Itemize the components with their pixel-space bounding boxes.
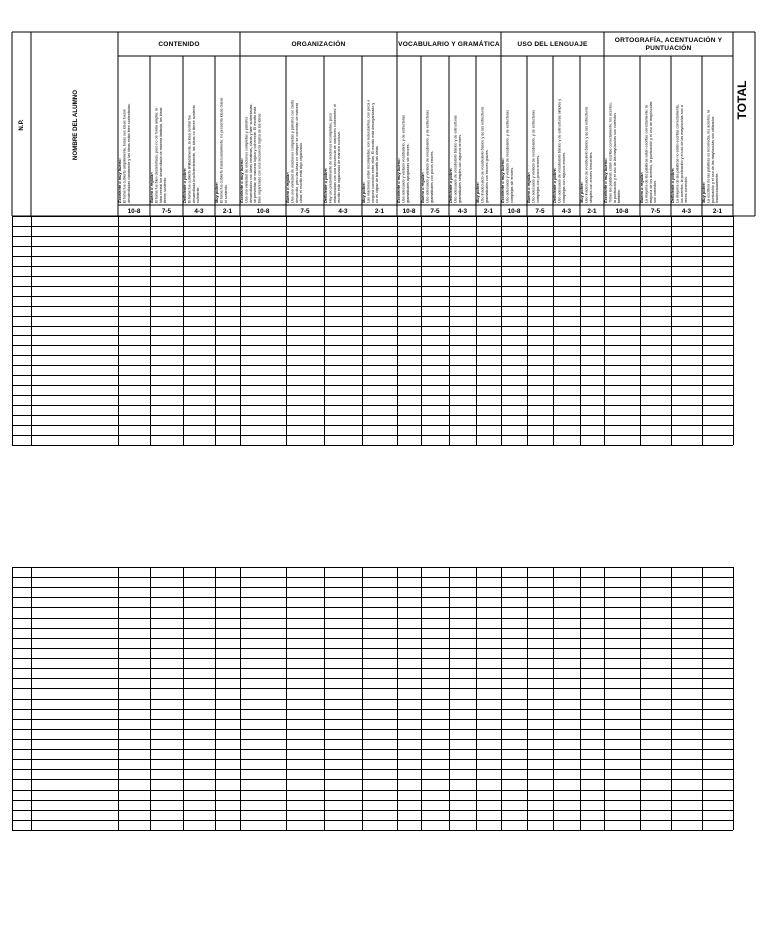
descriptor-text: El tema fue cubierto ampliamente, todas sus ideas fuerondesarrolladas claramente y las ideas están bien sustentadas. [122,103,131,203]
level-label: Bueno o regular: [285,171,290,203]
descriptor-cell [396,115,410,203]
score-range: 4-3 [338,208,348,215]
descriptor-text: Usa adecuado y variado vocabulario, y de estructurasgramaticales apropiadas sin errores. [401,115,410,203]
level-label: Deficiente o pobre: [670,167,675,203]
descriptor-cell [420,110,434,203]
descriptor-text: El tema fue cubierto inadecuadamente, no presenta ideas clarasni sustento. [219,97,228,203]
score-range: 7-5 [300,208,310,215]
descriptor-text: Uso inadecuado de vocabulario básico y de las estructurasgramaticales con errores graves. [480,106,489,203]
score-range: 4-3 [561,208,572,215]
rubric-header-text [18,35,749,215]
descriptor-cell [214,97,228,203]
descriptor-cell [552,99,566,203]
level-label: Muy pobre: [701,182,706,203]
score-range: 4-3 [681,208,692,215]
score-range: 10-8 [256,208,270,215]
level-label: Deficiente o pobre: [182,167,187,203]
descriptor-text: Todas las palabras están escritas correctamente; los acentos,la puntuación y el uso de las mayúsculas son correctostambién. [608,102,622,203]
criterion-title: VOCABULARIO Y GRAMÁTICA [398,41,500,48]
descriptor-cell [603,102,621,203]
descriptor-text: Uso adecuado y variado de vocabulario, y de estructurascomplejas sin errores. [505,109,514,203]
level-label: Deficiente o pobre: [323,167,328,203]
descriptor-cell [361,100,379,203]
descriptor-text: Uso adecuado de vocabulario básico y de estructuras simples ycomplejas con algunos errores. [557,98,566,203]
level-label: Bueno o regular: [420,171,425,203]
descriptor-cell [239,104,262,203]
score-range: 2-1 [587,208,597,215]
descriptor-cell [323,104,341,203]
level-label: Muy pobre: [214,182,219,203]
descriptor-text: La mayoría de las palabras están escritas correctamente; lamayoría de los acentos, la puntuación y el uso de mayúsculasson correctos. [644,101,658,203]
score-range: 7-5 [650,208,661,215]
level-label: Bueno o regular: [639,171,644,203]
level-label: Muy pobre: [475,182,480,203]
descriptor-text: El tema fue cubierto limitadamente, la idea central fuedesarrollada insuficientemente, las ideas no tienen sustentosuficiente. [187,105,201,203]
descriptor-text: Uso adecuado de vocabulario básico y de estructurasgramaticales simples con algunos errores. [453,115,462,203]
descriptor-text: Uso adecuado y variado de vocabulario, y de estructurascomplejas con pocos errores. [531,109,540,203]
score-range: 2-1 [222,208,233,215]
descriptor-text: Usa una variedad de oraciones completas y párrafosdesarrollados con ideas creativas, claras y bien sustentadas;se presentan de manera lógica y coherente. El escrito estábien organizado con una secuencia lógica de las ideas. [244,103,262,203]
score-range: 4-3 [194,208,204,215]
descriptor-text: La escritura de las palabras es incorrecta, los acentos, lapuntuación y el uso de las mayúsculas son utilizadosinadecuadamente. [706,109,720,203]
score-range: 10-8 [615,208,629,215]
descriptor-text: El tema fue bien desarrollado, pero no de forma amplia; laidea central fue desarrollada de manera limitada, las ideastienen sustento. [154,107,168,203]
descriptor-cell [149,107,167,203]
level-label: Muy pobre: [579,182,584,203]
score-range: 2-1 [712,208,723,215]
criterion-title: ORGANIZACIÓN [291,41,346,48]
score-range: 7-5 [430,208,440,215]
score-range: 4-3 [457,208,468,215]
score-range: 10-8 [402,208,416,215]
descriptor-text: Uso inadecuado de vocabulario básico y de las estructurassimples con errores frecuentes. [584,106,593,203]
level-label: Bueno o regular: [526,171,531,203]
score-range: 7-5 [161,208,172,215]
level-label: Excelente o muy bueno: [500,158,505,203]
criterion-title: USO DEL LENGUAJE [517,41,588,48]
descriptor-text: Uso adecuado y variado de vocabulario, y de estructurasgramaticales con pocos errores. [425,109,434,203]
descriptor-cell [500,110,514,203]
level-label: Deficiente o pobre: [552,167,557,203]
score-range: 2-1 [483,208,494,215]
descriptor-cell [285,100,303,203]
student-grid-top [12,216,734,446]
score-range: 7-5 [535,208,545,215]
descriptor-cell [670,104,688,203]
level-label: Excelente o muy bueno: [117,158,122,203]
level-label: Bueno o regular: [149,171,154,203]
level-label: Muy pobre: [361,182,366,203]
descriptor-cell [448,115,462,203]
criterion-title: CONTENIDO [158,41,200,48]
student-name-label: NOMBRE DEL ALUMNO [72,89,79,161]
descriptor-text: Usa una variedad de oraciones completas y párrafos con ciertodesarrollo, pero las ideas no siempre se conectan de maneraclara; el escrito está algo organizado. [290,99,304,203]
descriptor-cell [117,103,131,203]
level-label: Excelente o muy bueno: [396,158,401,203]
descriptor-text: Hay uso predominante de oraciones incompletas, pocorelacionadas con una secuencia de oraciones coherentes; elescrito está organizado de manera confusa. [328,103,342,203]
descriptor-cell [182,105,200,203]
level-label: Excelente o muy bueno: [603,158,608,203]
descriptor-text: Las oraciones están incompletas, son redundantes, con poca oninguna conexión entre ellas. El escrito está desorganizado yno es capaz de transmitir las ideas. [366,99,380,203]
descriptor-cell [639,101,657,203]
descriptor-cell [579,107,593,203]
descriptor-cell [701,109,719,203]
level-label: Excelente o muy bueno: [239,158,244,203]
np-label: N.P. [18,119,25,131]
descriptor-cell [475,107,489,203]
criterion-title: ORTOGRAFÍA, ACENTUACIÓN Y PUNTUACIÓN [614,37,723,52]
score-range: 10-8 [127,208,141,215]
total-label: TOTAL [735,80,749,120]
score-range: 2-1 [374,208,385,215]
score-range: 10-8 [507,208,521,215]
student-grid-bottom [12,567,734,831]
descriptor-cell [526,110,540,203]
descriptor-text: La mayoría de las palabras no están escritas correctamente,los acentos, la puntuación y el uso de las mayúsculas son aveces correctos. [675,104,689,203]
level-label: Deficiente o pobre: [448,167,453,203]
